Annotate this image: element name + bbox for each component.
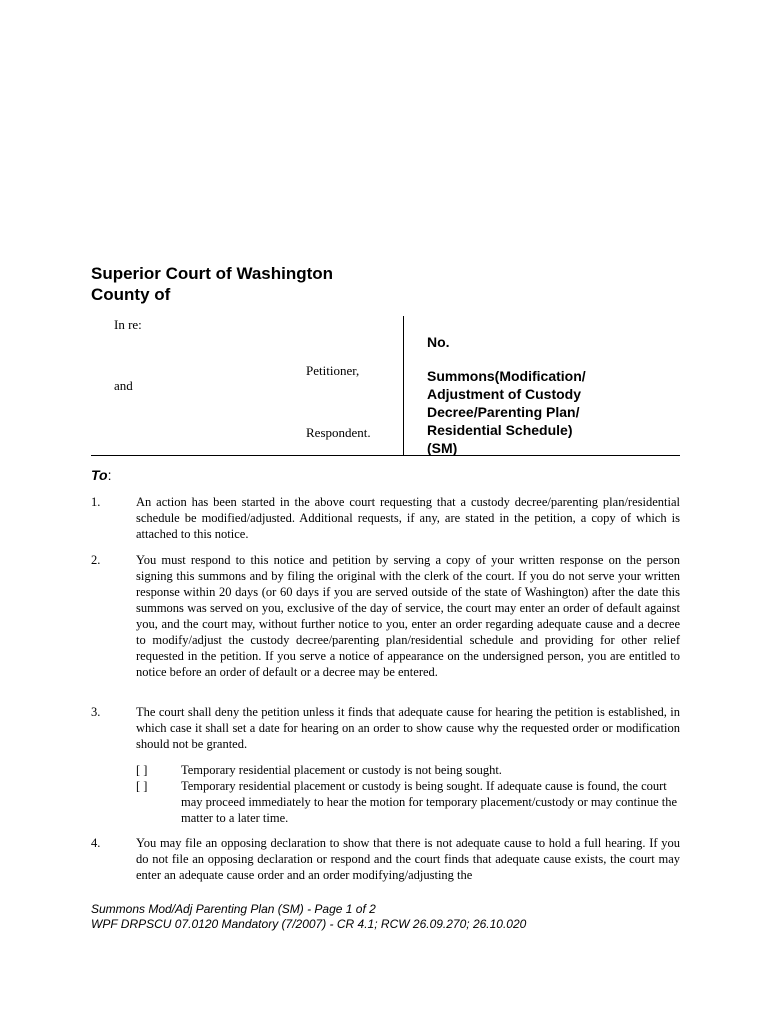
option-sought: [136, 778, 680, 826]
county-label: County of: [91, 285, 171, 304]
respondent-label: Respondent.: [306, 425, 371, 440]
footer-line-title: Summons Mod/Adj Parenting Plan (SM) - Page 1 of 2: [91, 902, 376, 916]
caption-divider-vertical: [403, 316, 404, 456]
court-name: Superior Court of Washington: [91, 264, 334, 283]
and-label: and: [114, 378, 133, 393]
paragraph-number: 2.: [91, 553, 101, 567]
numbered-paragraph: [91, 552, 680, 680]
petitioner-label: Petitioner,: [306, 363, 360, 378]
paragraph-text: The court shall deny the petition unless it finds that adequate cause for hearing the petition is established, in which case it shall set a date for hearing on an order to show cause why the requested order or modification should not be granted.: [136, 705, 680, 751]
document-title-line: Decree/Parenting Plan/: [427, 404, 580, 420]
case-number-label: No.: [427, 334, 450, 350]
numbered-paragraph: [91, 494, 680, 542]
paragraph-number: 4.: [91, 836, 101, 850]
option-not-sought: [136, 762, 680, 778]
document-title: [427, 367, 617, 457]
paragraph-text: You may file an opposing declaration to show that there is not adequate cause to hold a full hearing. If you do not file an opposing declaration or respond and the court finds that adequate cause exists, the court may enter an adequate cause order and an order modifying/adjusting the: [136, 836, 680, 882]
document-title-line: Adjustment of Custody: [427, 386, 581, 402]
in-re-label: In re:: [114, 317, 142, 332]
document-title-line: (SM): [427, 440, 458, 456]
numbered-paragraph: [91, 704, 680, 752]
paragraph-text: You must respond to this notice and petition by serving a copy of your written response on the person signing this summons and by filing the original with the clerk of the court. If you do not serve your written response within 20 days (or 60 days if you are served outside of the state of Washington) after the date this summons was served on you, exclusive of the day of service, the court may enter an order of default against you, and the court may, without further notice to you, enter an order regarding adequate cause and a decree to modify/adjust the custody decree/parenting plan/residential schedule and providing for other relief requested in the petition. If you serve a notice of appearance on the undersigned person, you are entitled to notice before an order of default or a decree may be entered.: [136, 553, 680, 679]
addressee-label: To:: [91, 467, 112, 483]
document-title-line: Summons(Modification/: [427, 368, 586, 384]
paragraph-number: 3.: [91, 705, 101, 719]
case-caption: [91, 316, 680, 456]
paragraph-number: 1.: [91, 495, 101, 509]
paragraph-text: An action has been started in the above court requesting that a custody decree/parenting plan/residential schedule be modified/adjusted. Additional requests, if any, are stated in the petition, a copy of which is attached to this notice.: [136, 495, 680, 541]
numbered-paragraph: [91, 835, 680, 883]
option-text: Temporary residential placement or custody is not being sought.: [181, 763, 502, 777]
footer-line-form-id: WPF DRPSCU 07.0120 Mandatory (7/2007) - CR 4.1; RCW 26.09.270; 26.10.020: [91, 917, 527, 931]
option-text: Temporary residential placement or custody is being sought. If adequate cause is found, the court may proceed immediately to hear the motion for temporary placement/custody or may continue the matter to a later time.: [181, 779, 678, 825]
checkbox-bracket[interactable]: [ ]: [136, 763, 148, 777]
court-title: [91, 263, 333, 305]
document-title-line: Residential Schedule): [427, 422, 573, 438]
page-footer: [91, 902, 526, 932]
checkbox-bracket[interactable]: [ ]: [136, 779, 148, 793]
